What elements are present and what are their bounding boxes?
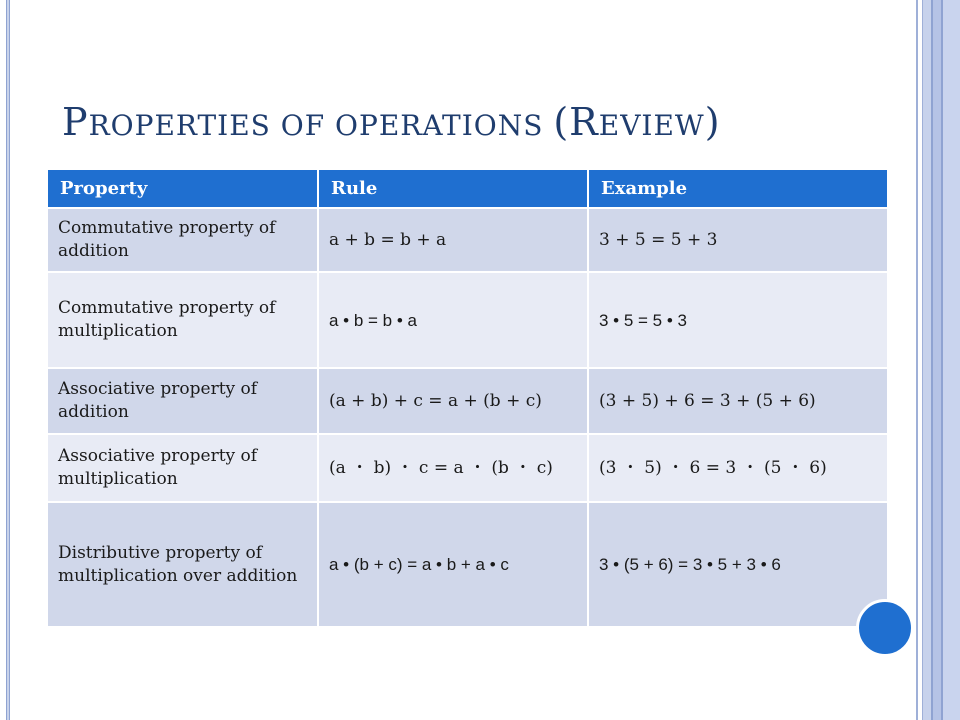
- example-cell: 3 • 5 = 5 • 3: [588, 272, 888, 368]
- rule-cell: (a ・ b) ・ c = a ・ (b ・ c): [318, 434, 588, 502]
- table-header-row: [48, 170, 888, 208]
- property-cell: Associative property of addition: [48, 368, 318, 434]
- right-stripe-2: [923, 0, 932, 720]
- title-part: P: [62, 100, 89, 144]
- table-row: [48, 272, 888, 368]
- property-cell: Commutative property of addition: [48, 208, 318, 272]
- table-row: [48, 502, 888, 626]
- table-row: [48, 208, 888, 272]
- header-rule: Rule: [318, 170, 588, 208]
- example-cell: 3 + 5 = 5 + 3: [588, 208, 888, 272]
- rule-cell: a + b = b + a: [318, 208, 588, 272]
- left-frame-line: [6, 0, 10, 720]
- title-part: EVIEW: [598, 109, 705, 142]
- example-cell: (3 + 5) + 6 = 3 + (5 + 6): [588, 368, 888, 434]
- property-cell: Commutative property of multiplication: [48, 272, 318, 368]
- right-stripe-1: [916, 0, 923, 720]
- table-row: [48, 368, 888, 434]
- right-stripe-4: [942, 0, 960, 720]
- decorative-circle: [856, 599, 914, 657]
- header-example: Example: [588, 170, 888, 208]
- properties-table: [48, 170, 889, 626]
- right-stripe-3: [932, 0, 942, 720]
- example-cell: 3 • (5 + 6) = 3 • 5 + 3 • 6: [588, 502, 888, 626]
- title-part: ROPERTIES OF OPERATIONS: [88, 109, 554, 142]
- rule-cell: a • b = b • a: [318, 272, 588, 368]
- rule-cell: a • (b + c) = a • b + a • c: [318, 502, 588, 626]
- rule-cell: (a + b) + c = a + (b + c): [318, 368, 588, 434]
- title-part: (R: [553, 100, 599, 144]
- example-cell: (3 ・ 5) ・ 6 = 3 ・ (5 ・ 6): [588, 434, 888, 502]
- title-part: ): [704, 100, 721, 144]
- property-cell: Distributive property of multiplication over addition: [48, 502, 318, 626]
- property-cell: Associative property of multiplication: [48, 434, 318, 502]
- header-property: Property: [48, 170, 318, 208]
- table-row: [48, 434, 888, 502]
- slide-title: [62, 100, 862, 144]
